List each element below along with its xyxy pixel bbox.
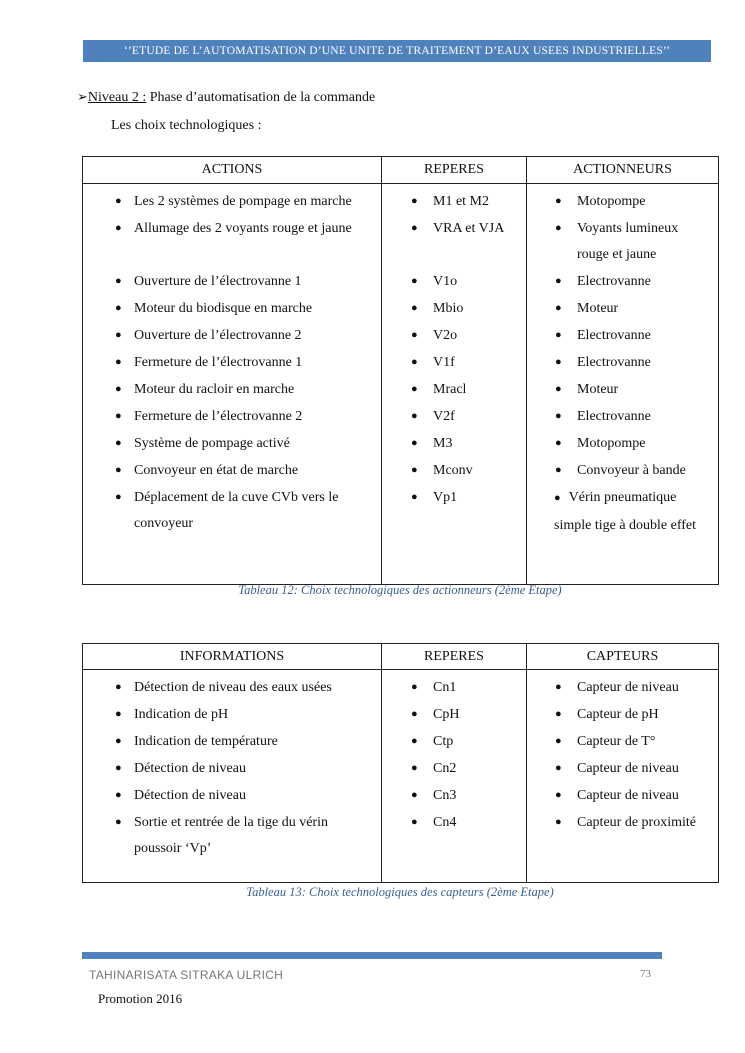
- list-item: ● M1 et M2: [382, 188, 526, 215]
- list-item: ● CpH: [382, 701, 526, 728]
- list-item: ● Capteur de niveau: [527, 755, 718, 782]
- bullet-icon: ●: [411, 816, 418, 828]
- level-text: Phase d’automatisation de la commande: [146, 90, 376, 105]
- footer-author: TAHINARISATA SITRAKA ULRICH: [89, 968, 284, 982]
- bullet-icon: ●: [555, 410, 562, 422]
- actions-cell: [83, 184, 382, 585]
- list-item: ● Indication de pH: [83, 701, 381, 728]
- capteurs-cell: [527, 670, 719, 883]
- bullet-icon: ●: [411, 222, 418, 234]
- list-item: ● Déplacement de la cuve CVb vers le convoyeur: [83, 484, 381, 537]
- bullet-icon: ●: [115, 222, 122, 234]
- bullet-icon: ●: [411, 735, 418, 747]
- bullet-icon: ●: [555, 275, 562, 287]
- bullet-icon: ●: [115, 410, 122, 422]
- bullet-icon: ●: [411, 275, 418, 287]
- table-12-caption: Tableau 12: Choix technologiques des actionneurs (2ème Etape): [238, 583, 562, 597]
- page-number: 73: [640, 968, 651, 980]
- list-item: ● V2o: [382, 322, 526, 349]
- bullet-icon: ●: [411, 789, 418, 801]
- column-header-actions: ACTIONS: [83, 157, 382, 184]
- reperes-cell: [382, 670, 527, 883]
- list-item: ● Capteur de proximité: [527, 809, 718, 836]
- list-item: ● Moteur: [527, 295, 718, 322]
- list-item-continuation: simple tige à double effet: [554, 518, 697, 533]
- list-item: ● Vérin pneumatique: [554, 490, 677, 505]
- list-item: ● Electrovanne: [527, 403, 718, 430]
- bullet-icon: ●: [115, 302, 122, 314]
- actions-list: [83, 188, 381, 537]
- level-label: Niveau 2 :: [87, 90, 147, 105]
- bullet-icon: ●: [115, 329, 122, 341]
- bullet-icon: ●: [411, 410, 418, 422]
- list-item: ● Electrovanne: [527, 349, 718, 376]
- list-item: ● Capteur de niveau: [527, 674, 718, 701]
- bullet-icon: ●: [411, 708, 418, 720]
- list-item: ● Electrovanne: [527, 322, 718, 349]
- list-item: ● Ouverture de l’électrovanne 1: [83, 268, 381, 295]
- column-header-informations: INFORMATIONS: [83, 644, 382, 670]
- bullet-icon: ●: [555, 681, 562, 693]
- bullet-icon: ●: [411, 491, 418, 503]
- bullet-icon: ●: [115, 383, 122, 395]
- list-item: ● Moteur du racloir en marche: [83, 376, 381, 403]
- list-item: ● Sortie et rentrée de la tige du vérin poussoir ‘Vp’: [83, 809, 381, 862]
- bullet-icon: ●: [555, 222, 562, 234]
- bullet-icon: ●: [115, 762, 122, 774]
- column-header-capteurs: CAPTEURS: [527, 644, 719, 670]
- bullet-icon: ●: [555, 735, 562, 747]
- reperes-list: [382, 188, 526, 511]
- list-item: ● Cn3: [382, 782, 526, 809]
- bullet-icon: ●: [555, 329, 562, 341]
- bullet-icon: ●: [555, 464, 562, 476]
- table-header-row: [83, 644, 719, 670]
- bullet-icon: ●: [411, 681, 418, 693]
- table-13-caption: Tableau 13: Choix technologiques des capteurs (2ème Etape): [246, 885, 554, 899]
- bullet-icon: ●: [115, 735, 122, 747]
- list-item: ● Système de pompage activé: [83, 430, 381, 457]
- list-item: ● Motopompe: [527, 188, 718, 215]
- informations-cell: [83, 670, 382, 883]
- list-item: ● Mbio: [382, 295, 526, 322]
- list-item: ● Motopompe: [527, 430, 718, 457]
- section-subtitle: Les choix technologiques :: [111, 118, 262, 133]
- bullet-icon: ●: [411, 464, 418, 476]
- list-item: ● Mconv: [382, 457, 526, 484]
- sensors-table: [82, 643, 719, 883]
- bullet-icon: ●: [115, 681, 122, 693]
- list-item: ● Fermeture de l’électrovanne 2: [83, 403, 381, 430]
- actionneurs-cell: [527, 184, 719, 585]
- list-item: ● Convoyeur à bande: [527, 457, 718, 484]
- list-item: ● Les 2 systèmes de pompage en marche: [83, 188, 381, 215]
- level-heading: [77, 89, 375, 106]
- capteurs-list: [527, 674, 718, 836]
- bullet-icon: ●: [115, 275, 122, 287]
- bullet-icon: ●: [555, 708, 562, 720]
- bullet-icon: ●: [554, 492, 561, 504]
- bullet-icon: ●: [115, 816, 122, 828]
- bullet-icon: ●: [555, 302, 562, 314]
- bullet-icon: ●: [555, 437, 562, 449]
- actionneurs-list: [527, 188, 718, 539]
- list-item: ● Détection de niveau: [83, 755, 381, 782]
- bullet-icon: ●: [115, 789, 122, 801]
- bullet-icon: ●: [115, 195, 122, 207]
- bullet-icon: ●: [115, 708, 122, 720]
- bullet-icon: ●: [555, 195, 562, 207]
- list-item: ● Electrovanne: [527, 268, 718, 295]
- list-item: ● Ctp: [382, 728, 526, 755]
- table-header-row: [83, 157, 719, 184]
- bullet-icon: ●: [115, 437, 122, 449]
- list-item: ● Vp1: [382, 484, 526, 511]
- bullet-icon: ●: [555, 762, 562, 774]
- bullet-icon: ●: [115, 464, 122, 476]
- document-header-band: [83, 40, 711, 62]
- list-item: ● Moteur: [527, 376, 718, 403]
- bullet-icon: ●: [411, 195, 418, 207]
- list-item: ● Allumage des 2 voyants rouge et jaune: [83, 215, 381, 242]
- list-item: ● Capteur de T°: [527, 728, 718, 755]
- bullet-icon: ●: [411, 329, 418, 341]
- footer-rule: [82, 952, 662, 959]
- bullet-icon: ●: [555, 383, 562, 395]
- bullet-icon: ●: [411, 302, 418, 314]
- list-item: ● Mracl: [382, 376, 526, 403]
- list-item: ● Voyants lumineux rouge et jaune: [527, 215, 718, 268]
- list-item: ● Cn4: [382, 809, 526, 836]
- bullet-icon: ●: [411, 356, 418, 368]
- list-item: ● Capteur de niveau: [527, 782, 718, 809]
- table-body-row: [83, 670, 719, 883]
- bullet-icon: ●: [555, 356, 562, 368]
- column-header-reperes: REPERES: [382, 157, 527, 184]
- list-item: ● V2f: [382, 403, 526, 430]
- reperes-cell: [382, 184, 527, 585]
- bullet-icon: ●: [555, 816, 562, 828]
- arrow-bullet-icon: ➢: [77, 89, 88, 104]
- bullet-icon: ●: [411, 437, 418, 449]
- list-item: ● V1o: [382, 268, 526, 295]
- bullet-icon: ●: [115, 356, 122, 368]
- list-item: ● Détection de niveau: [83, 782, 381, 809]
- informations-list: [83, 674, 381, 862]
- actuators-table: [82, 156, 719, 585]
- list-item: ● V1f: [382, 349, 526, 376]
- footer-promotion: Promotion 2016: [98, 991, 183, 1006]
- list-item: ● M3: [382, 430, 526, 457]
- list-item: ● Capteur de pH: [527, 701, 718, 728]
- column-header-reperes: REPERES: [382, 644, 527, 670]
- list-item: ● Ouverture de l’électrovanne 2: [83, 322, 381, 349]
- list-item: ● Indication de température: [83, 728, 381, 755]
- list-item: ● Fermeture de l’électrovanne 1: [83, 349, 381, 376]
- list-item: ● Cn2: [382, 755, 526, 782]
- table-body-row: [83, 184, 719, 585]
- document-header-title: ‘’ETUDE DE L’AUTOMATISATION D’UNE UNITE DE TRAITEMENT D’EAUX USEES INDUSTRIELLES’’: [123, 45, 671, 57]
- list-item: ● Moteur du biodisque en marche: [83, 295, 381, 322]
- list-item: ● Cn1: [382, 674, 526, 701]
- bullet-icon: ●: [411, 762, 418, 774]
- list-item: ● Détection de niveau des eaux usées: [83, 674, 381, 701]
- bullet-icon: ●: [555, 789, 562, 801]
- bullet-icon: ●: [411, 383, 418, 395]
- list-item: ● Convoyeur en état de marche: [83, 457, 381, 484]
- column-header-actionneurs: ACTIONNEURS: [527, 157, 719, 184]
- list-item: ● VRA et VJA: [382, 215, 526, 242]
- reperes-list: [382, 674, 526, 836]
- bullet-icon: ●: [115, 491, 122, 503]
